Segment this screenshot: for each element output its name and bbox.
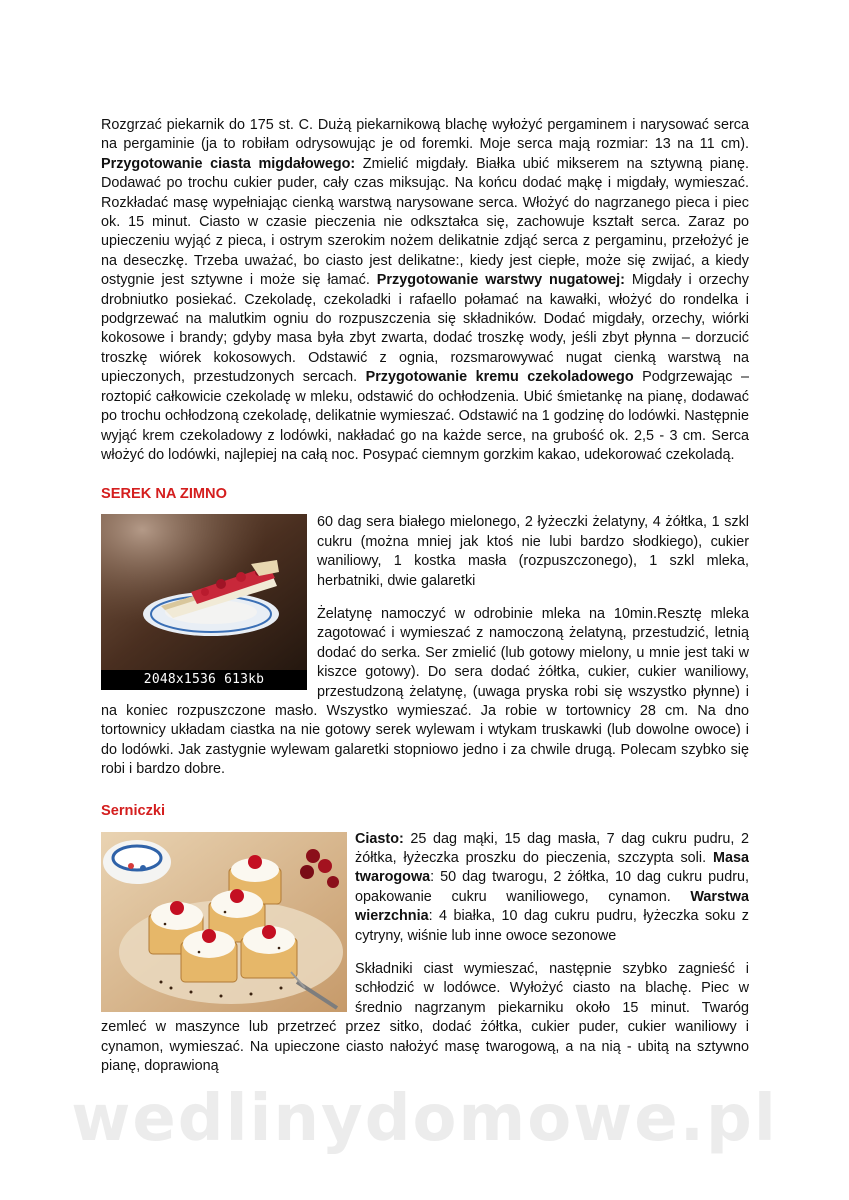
cheesecake-photo [101, 514, 307, 690]
masa-label: Masa twarogowa [355, 850, 749, 886]
masa-text: : 50 dag twarogu, 2 żółtka, 10 dag cukru pudru, opakowanie cukru waniliowego, cynamon. [355, 869, 749, 905]
cheesecake-image [101, 514, 307, 670]
intro-text-3: Migdały i orzechy drobniutko posiekać. Czekoladę, czekoladki i rafaello połamać na kawałki, włożyć do rondelka i podgrzewać na malutkim ogniu do rozpuszczenia się składników. Dodać migdały, orzechy, wiórki kokosowe i brandy; gdyby masa była zbyt zwarta, dodać troszkę wody, jeśli zbyt płynna – dorzucić troszkę wiórek kokosowych. Odstawić z ognia, rozsmarowywać nugat cienką warstwą na upieczonych, przestudzonych sercach. [101, 272, 750, 386]
warstwa-label: Warstwa wierzchnia [355, 888, 749, 925]
photo-caption: 2048x1536 613kb [101, 670, 307, 690]
nougat-layer-heading: Przygotowanie warstwy nugatowej: [376, 272, 625, 289]
serek-ingredients: 60 dag sera białego mielonego, 2 łyżeczki żelatyny, 4 żółtka, 1 szkl cukru (można mniej jak ktoś nie lubi bardzo słodkiego), cukier waniliowy, 1 kostka masła (rozpuszczonego), 1 szkl mleka, herbatniki, dwie galaretki [317, 514, 749, 589]
serniczki-title: Serniczki [101, 802, 166, 819]
serniczki-recipe [101, 830, 749, 1077]
intro-paragraph [101, 116, 749, 465]
intro-text-4: Podgrzewając – roztopić całkowicie czekoladę w mleku, odstawić do ochłodzenia. Ubić śmietankę na pianę, dodawać po trochu ochłodzoną czekoladę, delikatnie wymieszać. Odstawić na 1 godzinę do lodówki. Następnie wyjąć krem czekoladowy z lodówki, nakładać go na każde serce, na grubość ok. 2,5 - 3 cm. Serca włożyć do lodówki, najlepiej na całą noc. Posypać ciemnym gorzkim kakao, udekorować czekoladą. [101, 369, 749, 463]
ciasto-label: Ciasto: [355, 830, 404, 847]
document-page [101, 116, 749, 1076]
almond-dough-heading: Przygotowanie ciasta migdałowego: [101, 155, 356, 172]
chocolate-cream-heading: Przygotowanie kremu czekoladowego [365, 369, 634, 386]
serek-recipe [101, 513, 749, 779]
ciasto-text: 25 dag mąki, 15 dag masła, 7 dag cukru pudru, 2 żółtka, łyżeczka proszku do pieczenia, szczypta soli. [355, 830, 749, 866]
serniczki-photo [101, 832, 347, 1012]
intro-text-1: Rozgrzać piekarnik do 175 st. C. Dużą piekarnikową blachę wyłożyć pergaminem i narysować serca na pergaminie (ja to robiłam odrysowując je od foremki. Moje serca mają rozmiar: 13 na 11 cm). [101, 117, 749, 153]
warstwa-text: : 4 białka, 10 dag cukru pudru, łyżeczka soku z cytryny, wiśnie lub inne owoce sezonowe [355, 908, 749, 944]
intro-text-2: Zmielić migdały. Białka ubić mikserem na sztywną pianę. Dodawać po trochu cukier puder, cały czas miksując. Na końcu dodać mąkę i migdały, wymieszać. Rozkładać masę wypełniając cienką warstwą narysowane serca. Włożyć do nagrzanego pieca i piec ok. 15 minut. Ciasto w czasie pieczenia nie odkształca się, zachowuje kształt serca. Zaraz po upieczeniu wyjąć z pieca, i ostrym szerokim nożem delikatnie zdjąć serca z pergaminu, przełożyć je na deseczkę. Trzeba uważać, bo ciasto jest delikatne:, kiedy jest ciepłe, może się zwijać, a kiedy ostygnie jest sztywne i może się łamać. [101, 155, 749, 289]
site-watermark: wedlinydomowe.pl [71, 1082, 778, 1156]
serek-method: Żelatynę namoczyć w odrobinie mleka na 10min.Resztę mleka zagotować i wymieszać z namoczoną żelatyną, przestudzić, letnią dodać do serka. Ser zmielić (lub gotowy mielony, u mnie jest taki w kiszce gotowy). Do sera dodać żółtka, cukier, cukier waniliowy, przestudzoną żelatynę, (uwaga pryska robi się wszystko płynne) i na koniec rozpuszczone masło. Wszystko wymieszać. Ja robie w tortownicy 28 cm. Na dno tortownicy układam ciastka na nie gotowy serek wylewam i wtykam truskawki (lub dowolne owoce) i do lodówki. Jak zastygnie wylewam galaretki stopniowo jedno i za chwile drugą. Polecam szybko się robi i bardzo dobre. [101, 605, 749, 778]
serniczki-method: Składniki ciast wymieszać, następnie szybko zagnieść i schłodzić w lodówce. Wyłożyć ciasto na blachę. Piec w średnio nagrzanym piekarniku około 15 minut. Twaróg zemleć w maszynce lub przetrzeć przez sitko, dodać żółtka, cukier puder, cukier waniliowy i cynamon, wymieszać. Na upieczone ciasto nałożyć masę twarogową, a na nią - ubitą na sztywno pianę, doprawioną [101, 961, 749, 1075]
serniczki-image [101, 832, 347, 1012]
serek-title: SEREK NA ZIMNO [101, 486, 227, 503]
